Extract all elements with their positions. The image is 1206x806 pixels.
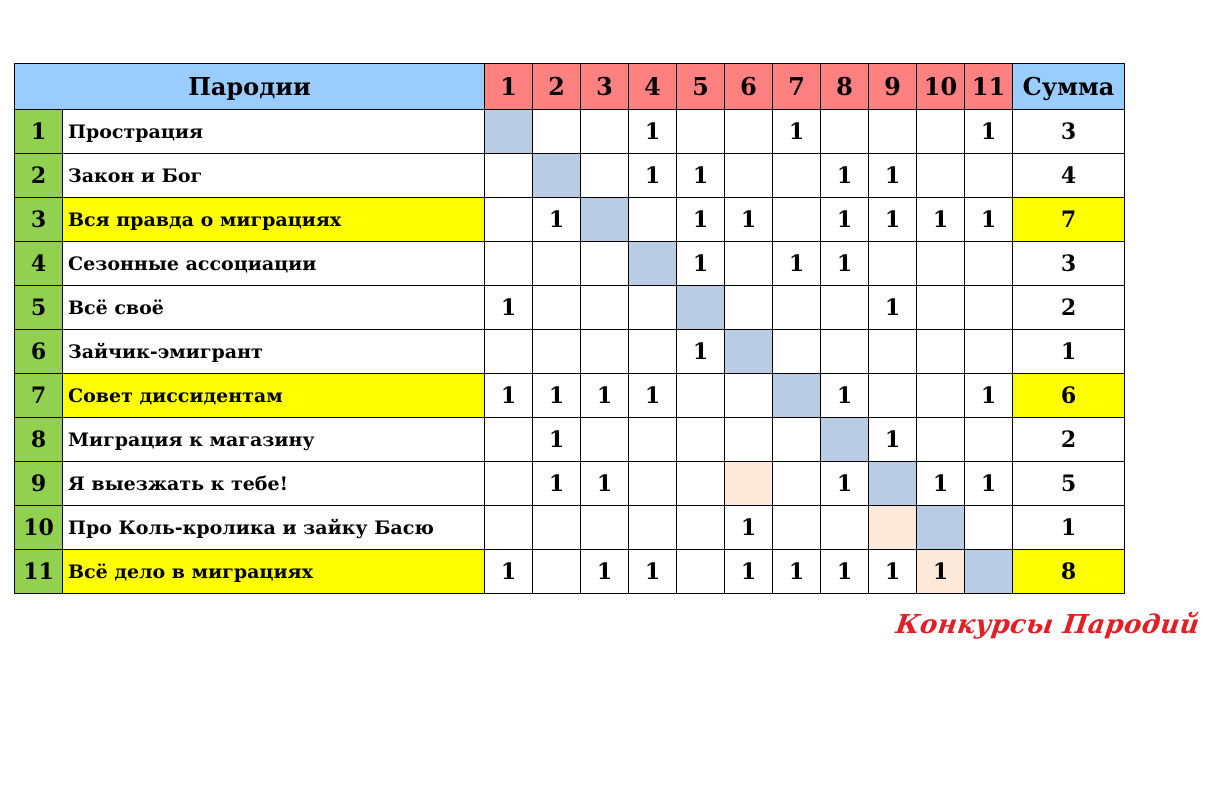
parody-title: Прострация [63, 110, 485, 154]
vote-cell: 1 [869, 286, 917, 330]
vote-cell [485, 154, 533, 198]
vote-cell: 1 [725, 506, 773, 550]
vote-cell [869, 374, 917, 418]
row-number: 3 [15, 198, 63, 242]
vote-cell [965, 418, 1013, 462]
vote-cell [629, 418, 677, 462]
vote-cell [677, 550, 725, 594]
parody-title: Всё своё [63, 286, 485, 330]
vote-cell: 1 [821, 198, 869, 242]
vote-cell [485, 418, 533, 462]
vote-cell [917, 286, 965, 330]
vote-cell: 1 [869, 418, 917, 462]
vote-cell: 1 [821, 242, 869, 286]
vote-cell [581, 198, 629, 242]
vote-cell [629, 506, 677, 550]
vote-cell: 1 [581, 374, 629, 418]
table-row [15, 462, 1125, 506]
vote-cell: 1 [629, 550, 677, 594]
vote-cell: 1 [725, 550, 773, 594]
vote-cell [581, 418, 629, 462]
vote-cell: 1 [917, 198, 965, 242]
vote-cell [773, 198, 821, 242]
vote-cell [773, 286, 821, 330]
column-header-sum: Сумма [1013, 64, 1125, 110]
sum-cell: 1 [1013, 506, 1125, 550]
vote-cell [917, 110, 965, 154]
vote-cell [821, 286, 869, 330]
vote-cell: 1 [533, 462, 581, 506]
table-row [15, 506, 1125, 550]
row-number: 6 [15, 330, 63, 374]
sum-cell: 5 [1013, 462, 1125, 506]
vote-cell [581, 286, 629, 330]
parody-title: Вся правда о миграциях [63, 198, 485, 242]
vote-cell [533, 110, 581, 154]
vote-cell [485, 462, 533, 506]
column-header-judge-11: 11 [965, 64, 1013, 110]
vote-cell [677, 418, 725, 462]
parody-title: Закон и Бог [63, 154, 485, 198]
vote-cell [965, 242, 1013, 286]
vote-cell [773, 154, 821, 198]
row-number: 5 [15, 286, 63, 330]
vote-cell: 1 [965, 374, 1013, 418]
vote-cell [581, 242, 629, 286]
vote-cell [533, 242, 581, 286]
vote-cell [917, 154, 965, 198]
vote-cell: 1 [869, 550, 917, 594]
vote-cell: 1 [677, 242, 725, 286]
parody-title: Я выезжать к тебе! [63, 462, 485, 506]
sum-cell: 7 [1013, 198, 1125, 242]
vote-cell [677, 286, 725, 330]
vote-cell [485, 198, 533, 242]
vote-cell: 1 [533, 374, 581, 418]
vote-cell: 1 [533, 198, 581, 242]
vote-cell [725, 462, 773, 506]
vote-cell [869, 462, 917, 506]
vote-cell [581, 154, 629, 198]
vote-cell: 1 [965, 462, 1013, 506]
vote-cell: 1 [581, 462, 629, 506]
vote-cell [773, 374, 821, 418]
sum-cell: 6 [1013, 374, 1125, 418]
vote-cell [533, 286, 581, 330]
vote-cell: 1 [725, 198, 773, 242]
table-row [15, 418, 1125, 462]
table-body [15, 64, 1125, 594]
sum-cell: 2 [1013, 286, 1125, 330]
vote-cell [773, 330, 821, 374]
vote-cell [821, 418, 869, 462]
vote-cell: 1 [821, 550, 869, 594]
vote-cell [629, 242, 677, 286]
table-row [15, 242, 1125, 286]
vote-cell [773, 506, 821, 550]
vote-cell: 1 [917, 462, 965, 506]
column-header-judge-4: 4 [629, 64, 677, 110]
vote-cell: 1 [677, 330, 725, 374]
vote-cell [725, 374, 773, 418]
table-row [15, 154, 1125, 198]
vote-cell [677, 506, 725, 550]
vote-cell [917, 374, 965, 418]
vote-cell: 1 [533, 418, 581, 462]
vote-cell [821, 330, 869, 374]
vote-cell [725, 330, 773, 374]
vote-cell [581, 330, 629, 374]
vote-cell: 1 [485, 550, 533, 594]
row-number: 9 [15, 462, 63, 506]
column-header-judge-7: 7 [773, 64, 821, 110]
vote-cell [629, 462, 677, 506]
column-header-parodies: Пародии [15, 64, 485, 110]
vote-cell [533, 506, 581, 550]
vote-cell [869, 242, 917, 286]
vote-cell [629, 330, 677, 374]
vote-cell [869, 506, 917, 550]
vote-cell [485, 110, 533, 154]
row-number: 2 [15, 154, 63, 198]
row-number: 4 [15, 242, 63, 286]
vote-cell: 1 [917, 550, 965, 594]
vote-cell [629, 198, 677, 242]
column-header-judge-8: 8 [821, 64, 869, 110]
parody-title: Про Коль-кролика и зайку Басю [63, 506, 485, 550]
column-header-judge-6: 6 [725, 64, 773, 110]
sum-cell: 8 [1013, 550, 1125, 594]
vote-cell: 1 [485, 286, 533, 330]
column-header-judge-9: 9 [869, 64, 917, 110]
watermark-logo: Конкурсы Пародий [893, 610, 1202, 640]
column-header-judge-3: 3 [581, 64, 629, 110]
vote-cell [725, 110, 773, 154]
vote-cell [725, 242, 773, 286]
vote-cell [677, 110, 725, 154]
vote-cell [725, 154, 773, 198]
parody-title: Сезонные ассоциации [63, 242, 485, 286]
vote-cell [965, 154, 1013, 198]
vote-cell [629, 286, 677, 330]
vote-cell [581, 506, 629, 550]
column-header-judge-2: 2 [533, 64, 581, 110]
vote-cell: 1 [773, 550, 821, 594]
vote-cell: 1 [869, 154, 917, 198]
sum-cell: 3 [1013, 110, 1125, 154]
table-row [15, 198, 1125, 242]
table-row [15, 110, 1125, 154]
vote-cell [917, 506, 965, 550]
column-header-judge-5: 5 [677, 64, 725, 110]
vote-cell [677, 462, 725, 506]
table-row [15, 550, 1125, 594]
sum-cell: 4 [1013, 154, 1125, 198]
row-number: 11 [15, 550, 63, 594]
vote-cell: 1 [629, 154, 677, 198]
vote-cell [965, 506, 1013, 550]
sum-cell: 3 [1013, 242, 1125, 286]
vote-cell: 1 [821, 374, 869, 418]
parody-title: Миграция к магазину [63, 418, 485, 462]
vote-cell: 1 [581, 550, 629, 594]
vote-cell [677, 374, 725, 418]
row-number: 10 [15, 506, 63, 550]
vote-cell: 1 [485, 374, 533, 418]
vote-cell [725, 418, 773, 462]
vote-cell [581, 110, 629, 154]
column-header-judge-1: 1 [485, 64, 533, 110]
vote-cell [821, 506, 869, 550]
vote-cell: 1 [869, 198, 917, 242]
table-row [15, 286, 1125, 330]
vote-cell [485, 242, 533, 286]
row-number: 1 [15, 110, 63, 154]
vote-cell [965, 330, 1013, 374]
row-number: 7 [15, 374, 63, 418]
header-row [15, 64, 1125, 110]
vote-cell [965, 286, 1013, 330]
vote-cell: 1 [773, 242, 821, 286]
row-number: 8 [15, 418, 63, 462]
parody-title: Всё дело в миграциях [63, 550, 485, 594]
vote-cell [725, 286, 773, 330]
vote-cell [917, 418, 965, 462]
vote-cell: 1 [677, 198, 725, 242]
vote-cell: 1 [965, 110, 1013, 154]
vote-cell [917, 330, 965, 374]
vote-cell [821, 110, 869, 154]
vote-cell [533, 154, 581, 198]
vote-cell [485, 330, 533, 374]
column-header-judge-10: 10 [917, 64, 965, 110]
sum-cell: 2 [1013, 418, 1125, 462]
vote-cell [917, 242, 965, 286]
parody-title: Зайчик-эмигрант [63, 330, 485, 374]
vote-cell: 1 [773, 110, 821, 154]
vote-cell [773, 462, 821, 506]
vote-cell: 1 [965, 198, 1013, 242]
parody-title: Совет диссидентам [63, 374, 485, 418]
results-table [14, 63, 1125, 594]
table-row [15, 330, 1125, 374]
vote-cell: 1 [821, 154, 869, 198]
vote-cell: 1 [629, 374, 677, 418]
vote-cell [773, 418, 821, 462]
vote-cell [965, 550, 1013, 594]
vote-cell [869, 330, 917, 374]
vote-cell [869, 110, 917, 154]
sum-cell: 1 [1013, 330, 1125, 374]
vote-cell [533, 330, 581, 374]
vote-cell: 1 [629, 110, 677, 154]
table-row [15, 374, 1125, 418]
vote-cell: 1 [821, 462, 869, 506]
vote-cell: 1 [677, 154, 725, 198]
vote-cell [533, 550, 581, 594]
vote-cell [485, 506, 533, 550]
